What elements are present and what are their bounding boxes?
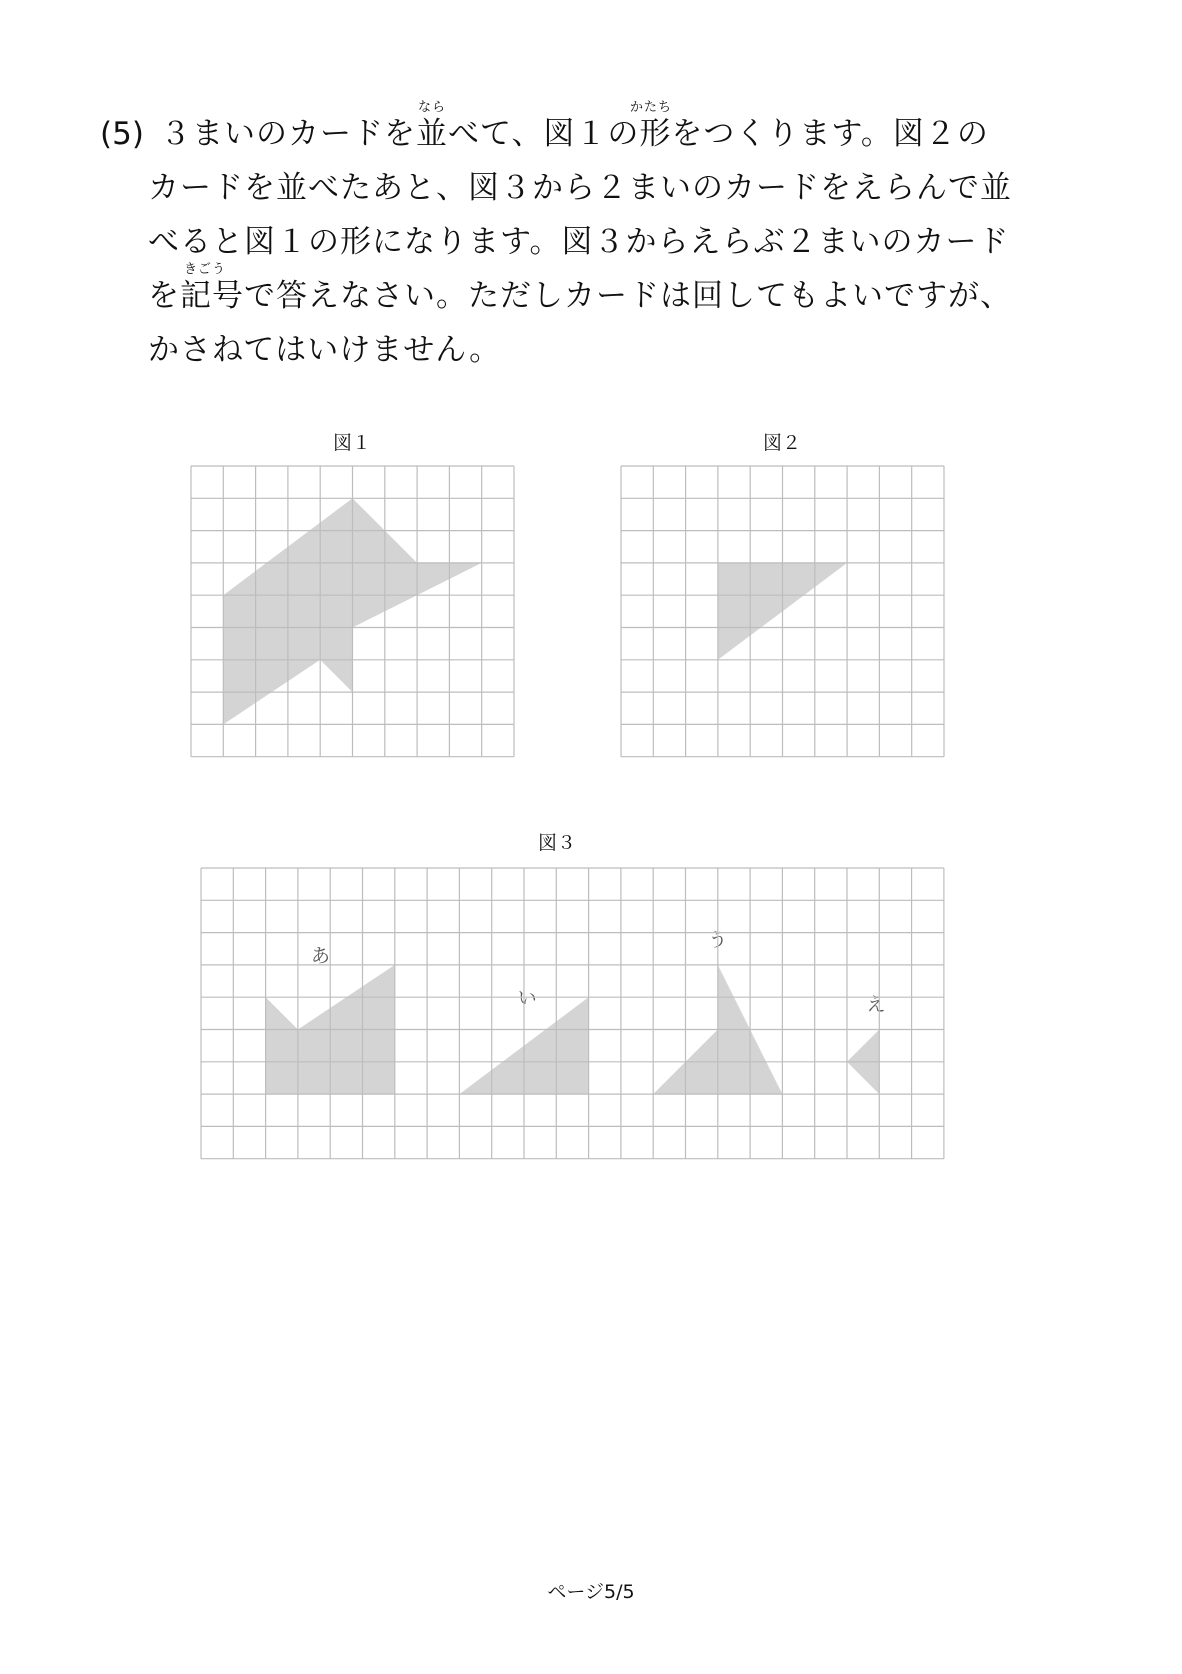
figure-1-label: 図１ (332, 432, 371, 454)
card-label: あ (311, 945, 331, 968)
question-line-5: かさねてはいけません。 (148, 332, 502, 368)
figure-3-label: 図３ (537, 832, 576, 854)
question-number: (5) (100, 116, 144, 152)
card-label: う (708, 929, 728, 952)
page-footer: ページ5/5 (547, 1581, 635, 1603)
figure-1-grid (190, 465, 515, 758)
figure-2-label: 図２ (762, 432, 801, 454)
card-label: え (866, 993, 886, 1016)
question-line-1: ３まいのカードを並べて、図１の形をつくります。図２の (160, 116, 989, 152)
question-line-3: べると図１の形になります。図３からえらぶ２まいのカード (148, 224, 1010, 260)
card-label: い (517, 987, 537, 1010)
figure-2-grid (620, 465, 945, 758)
ruby-nara: なら (418, 100, 447, 115)
ruby-katachi: かたち (630, 100, 673, 115)
question-line-4: を記号で答えなさい。ただしカードは回してもよいですが、 (148, 278, 1012, 314)
ruby-kigou: きごう (184, 262, 227, 277)
question-line-2: カードを並べたあと、図３から２まいのカードをえらんで並 (148, 170, 1012, 206)
figure-3-grid (200, 867, 945, 1160)
